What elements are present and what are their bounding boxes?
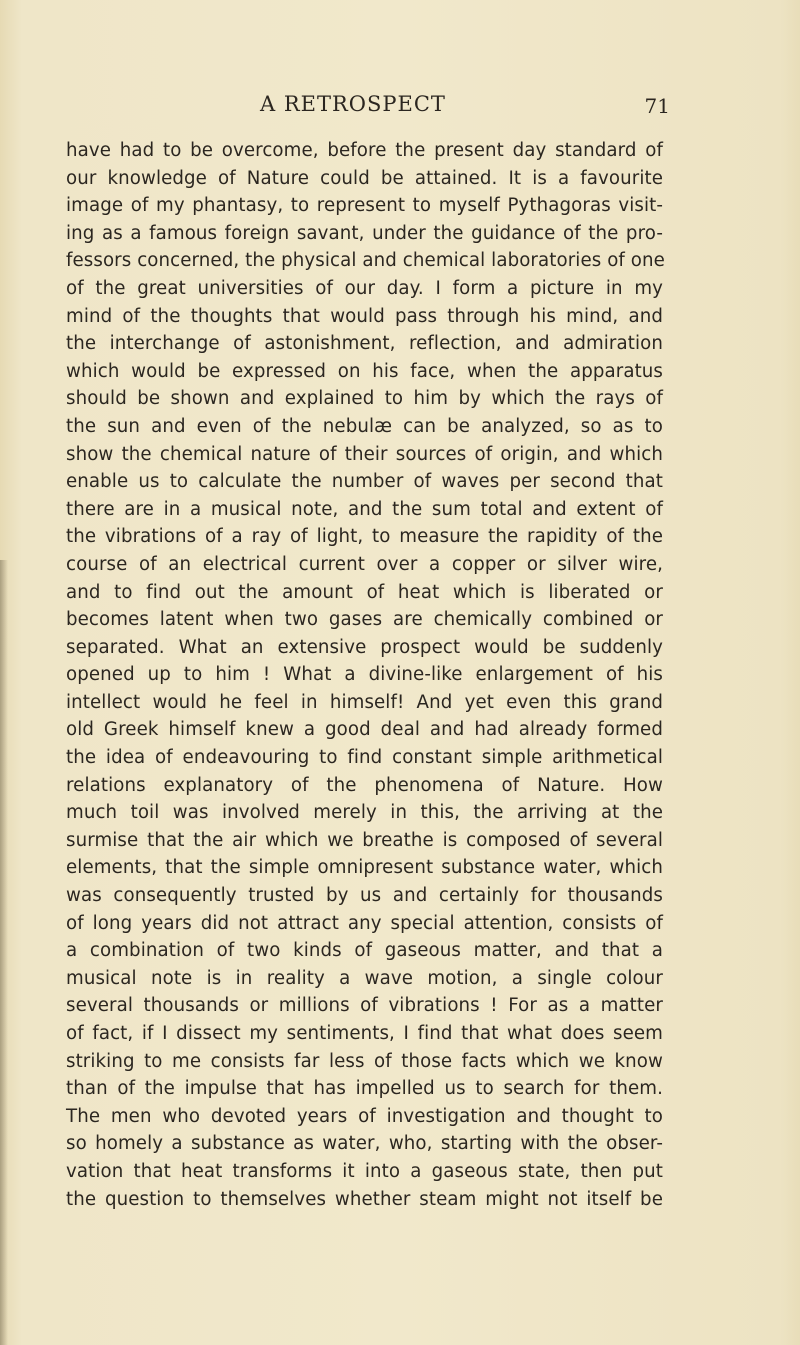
- text-line: intellect would he feel in himself! And yet even this grand: [66, 691, 663, 713]
- text-line: than of the impulse that has impelled us to search for them.: [66, 1078, 663, 1100]
- text-line: was consequently trusted by us and certainly for thousands: [66, 885, 663, 907]
- text-line: of long years did not attract any special attention, consists of: [66, 912, 663, 934]
- text-line: opened up to him ! What a divine-like enlargement of his: [66, 664, 663, 686]
- text-line: of fact, if I dissect my sentiments, I find that what does seem: [66, 1023, 663, 1044]
- text-line: and to find out the amount of heat which is liberated or: [66, 581, 663, 603]
- text-line: fessors concerned, the physical and chemical laboratories of one: [66, 250, 665, 272]
- text-line: the interchange of astonishment, reflection, and admiration: [66, 333, 663, 355]
- text-line: old Greek himself knew a good deal and had already formed: [66, 719, 663, 741]
- text-line: should be shown and explained to him by which the rays of: [66, 388, 663, 410]
- text-line: image of my phantasy, to represent to myself Pythagoras visit-: [66, 195, 663, 217]
- text-line: ing as a famous foreign savant, under the guidance of the pro-: [66, 222, 663, 244]
- text-line: relations explanatory of the phenomena of Nature. How: [66, 774, 663, 796]
- text-line: course of an electrical current over a copper or silver wire,: [66, 553, 663, 575]
- text-line: enable us to calculate the number of waves per second that: [66, 471, 663, 493]
- text-line: separated. What an extensive prospect would be suddenly: [66, 636, 663, 658]
- running-head: [250, 92, 670, 122]
- text-line: the idea of endeavouring to find constant simple arithmetical: [66, 747, 663, 769]
- spine-shadow: [0, 560, 8, 1345]
- text-line: our knowledge of Nature could be attained. It is a favourite: [66, 167, 663, 189]
- text-line: The men who devoted years of investigation and thought to: [66, 1105, 663, 1127]
- text-line: becomes latent when two gases are chemically combined or: [66, 609, 663, 631]
- text-line: have had to be overcome, before the present day standard of: [66, 140, 663, 161]
- running-title: A RETROSPECT: [260, 92, 446, 116]
- body-text: [66, 137, 663, 1213]
- text-line: the vibrations of a ray of light, to measure the rapidity of the: [66, 526, 663, 548]
- text-line: show the chemical nature of their sources of origin, and which: [66, 443, 663, 465]
- text-line: there are in a musical note, and the sum total and extent of: [66, 498, 663, 520]
- text-line: surmise that the air which we breathe is composed of several: [66, 829, 663, 851]
- text-line: several thousands or millions of vibrations ! For as a matter: [66, 995, 663, 1017]
- text-line: of the great universities of our day. I form a picture in my: [66, 277, 663, 299]
- text-line: the question to themselves whether steam might not itself be: [66, 1188, 663, 1210]
- text-line: so homely a substance as water, who, starting with the obser-: [66, 1133, 663, 1155]
- text-line: vation that heat transforms it into a gaseous state, then put: [66, 1160, 663, 1182]
- text-line: the sun and even of the nebulæ can be analyzed, so as to: [66, 415, 663, 437]
- text-line: elements, that the simple omnipresent substance water, which: [66, 857, 663, 879]
- text-line: musical note is in reality a wave motion, a single colour: [66, 967, 663, 989]
- page-number: 71: [644, 94, 670, 118]
- text-line: mind of the thoughts that would pass through his mind, and: [66, 305, 663, 327]
- text-line: a combination of two kinds of gaseous matter, and that a: [66, 940, 663, 962]
- text-line: which would be expressed on his face, when the apparatus: [66, 360, 663, 382]
- text-line: much toil was involved merely in this, the arriving at the: [66, 802, 663, 824]
- text-line: striking to me consists far less of those facts which we know: [66, 1050, 663, 1072]
